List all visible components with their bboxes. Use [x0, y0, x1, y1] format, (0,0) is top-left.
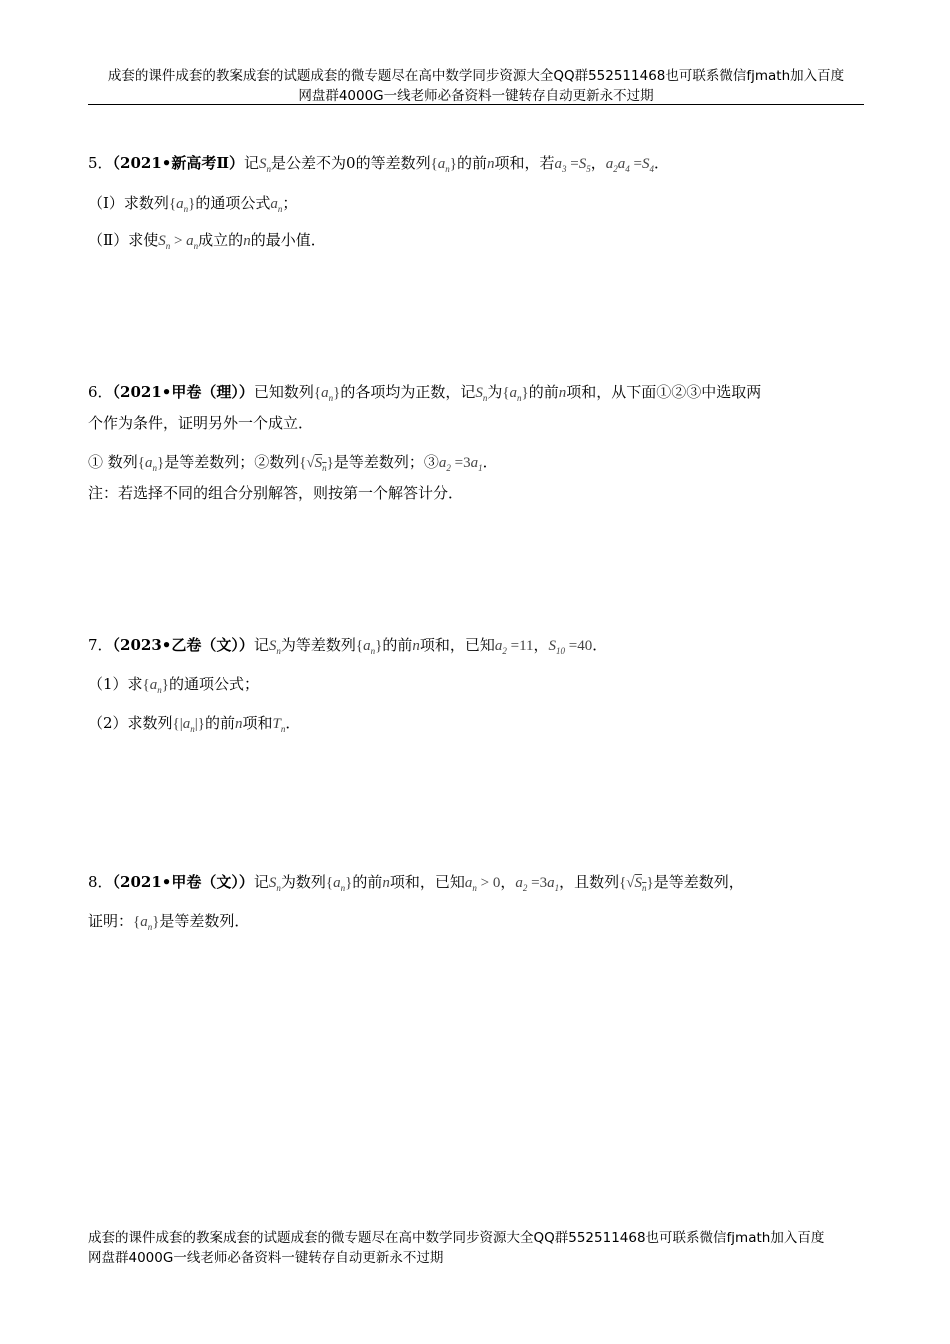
math-n: n	[487, 156, 495, 172]
problem-6-conditions	[88, 451, 498, 479]
problem-8-line-2	[88, 910, 249, 938]
text: 是等差数列；②数列	[164, 453, 300, 471]
problem-7-part-1	[88, 673, 259, 701]
page-header	[88, 66, 864, 106]
math-a2-eq-3a1: $a_2 =3a_1$	[438, 455, 483, 473]
math-an-gt-0: $a_n > 0$	[464, 875, 501, 893]
text: ，	[533, 636, 549, 654]
problem-6-statement	[88, 381, 761, 409]
text: 的前	[352, 873, 383, 891]
math-a2-eq-11: $a_2 =11$	[494, 638, 534, 656]
text: （Ⅰ）求数列	[88, 194, 169, 212]
text: 项和，若	[494, 154, 555, 172]
problem-5-part-2	[88, 229, 326, 257]
text: 项和，从下面①②③中选取两	[566, 383, 762, 401]
text: （2）求数列	[88, 714, 173, 732]
text: ．	[285, 714, 301, 732]
text: 的前	[528, 383, 559, 401]
math-Sn: $S_n$	[475, 385, 488, 403]
text: ；	[282, 194, 298, 212]
problem-number: 7．	[88, 636, 113, 654]
math-sqrt-Sn-set: $\{√S_n\}$	[619, 875, 654, 893]
text: ．	[592, 636, 608, 654]
math-Tn: $T_n$	[272, 716, 286, 734]
problem-source: （2023•乙卷（文））	[112, 636, 254, 654]
math-sqrt-Sn-set: $\{√S_n\}$	[299, 455, 334, 473]
header-divider	[88, 104, 864, 105]
text: 项和	[242, 714, 273, 732]
text: 成立的	[198, 231, 244, 249]
problem-number: 6．	[88, 383, 113, 401]
text: 为	[487, 383, 503, 401]
header-line-2: 网盘群4000G一线老师必备资料一键转存自动更新永不过期	[298, 88, 654, 104]
text: 的通项公式	[195, 194, 271, 212]
header-line-1: 成套的课件成套的教案成套的试题成套的微专题尽在高中数学同步资源大全QQ群552511468也可联系微信fjmath加入百度	[107, 68, 845, 84]
problem-source: （2021•甲卷（理））	[112, 383, 254, 401]
text: 个作为条件，证明另外一个成立．	[88, 414, 314, 432]
problem-6-note	[88, 482, 463, 504]
problem-8-statement	[88, 871, 744, 899]
problem-6-line-2	[88, 412, 313, 434]
text: 的前	[382, 636, 413, 654]
problem-5-statement	[88, 152, 669, 180]
text: 为数列	[280, 873, 326, 891]
math-an-set: $\{a_n\}$	[133, 914, 160, 932]
math-an-set: $\{a_n\}$	[313, 385, 341, 403]
text: 是等差数列；③	[333, 453, 439, 471]
text: 注：若选择不同的组合分别解答，则按第一个解答计分．	[88, 484, 464, 502]
math-n: n	[243, 233, 251, 249]
text: ．	[482, 453, 498, 471]
problem-7-part-2	[88, 712, 300, 740]
text: 项和，已知	[419, 636, 495, 654]
text: ，且数列	[559, 873, 620, 891]
math-S10-eq-40: $S_{10} =40$	[548, 638, 593, 656]
text: 的通项公式；	[168, 675, 259, 693]
text: 的前	[204, 714, 235, 732]
problem-7-statement	[88, 634, 607, 662]
math-an-set: $\{a_n\}$	[168, 196, 196, 214]
text: ，	[500, 873, 516, 891]
page-footer	[88, 1228, 868, 1268]
text: ．	[653, 154, 669, 172]
text: 的最小值．	[250, 231, 326, 249]
text: 记	[253, 873, 269, 891]
problem-source: （2021•甲卷（文））	[112, 873, 254, 891]
math-n: n	[235, 716, 243, 732]
footer-line-2: 网盘群4000G一线老师必备资料一键转存自动更新永不过期	[88, 1250, 444, 1266]
text: 项和，已知	[389, 873, 465, 891]
problem-number: 8．	[88, 873, 113, 891]
math-Sn-gt-an: $S_n > a_n$	[158, 233, 199, 251]
text: 是等差数列，	[653, 873, 744, 891]
text: ① 数列	[88, 453, 138, 471]
math-n: n	[382, 875, 390, 891]
math-an-set: $\{a_n\}$	[430, 156, 457, 174]
math-n: n	[558, 385, 567, 401]
text: （1）求	[88, 675, 143, 693]
text: （Ⅱ）求使	[88, 231, 159, 249]
math-Sn: $S_n$	[259, 156, 272, 174]
math-n: n	[412, 638, 420, 654]
math-an: $a_n$	[270, 196, 283, 214]
math-Sn: $S_n$	[268, 638, 281, 656]
math-a2-eq-3a1: $a_2 =3a_1$	[515, 875, 560, 893]
text: 的前	[457, 154, 488, 172]
text: 为等差数列	[280, 636, 356, 654]
math-an-set: $\{a_n\}$	[142, 677, 169, 695]
math-an-set: $\{a_n\}$	[502, 385, 529, 403]
text: 记	[253, 636, 269, 654]
text: 是公差不为0的等差数列	[271, 154, 431, 172]
math-an-set: $\{a_n\}$	[355, 638, 383, 656]
text: 已知数列	[253, 383, 314, 401]
math-Sn: $S_n$	[268, 875, 281, 893]
math-abs-an-set: $\{|a_n|\}$	[172, 716, 205, 734]
math-a2a4-eq-S4: $a_2a_4 =S_4$	[605, 156, 654, 174]
text: 记	[244, 154, 260, 172]
footer-line-1: 成套的课件成套的教案成套的试题成套的微专题尽在高中数学同步资源大全QQ群552511468也可联系微信fjmath加入百度	[88, 1230, 825, 1246]
problem-5-part-1	[88, 192, 297, 220]
problem-source: （2021•新高考Ⅱ）	[112, 154, 245, 172]
text: 的各项均为正数，记	[340, 383, 476, 401]
problem-number: 5．	[88, 154, 113, 172]
math-a3-eq-S5: $a_3 =S_5$	[554, 156, 591, 174]
text: 证明：	[88, 912, 134, 930]
math-an-set: $\{a_n\}$	[325, 875, 353, 893]
text: 是等差数列．	[159, 912, 250, 930]
math-an-set: $\{a_n\}$	[137, 455, 165, 473]
text: ，	[590, 154, 606, 172]
